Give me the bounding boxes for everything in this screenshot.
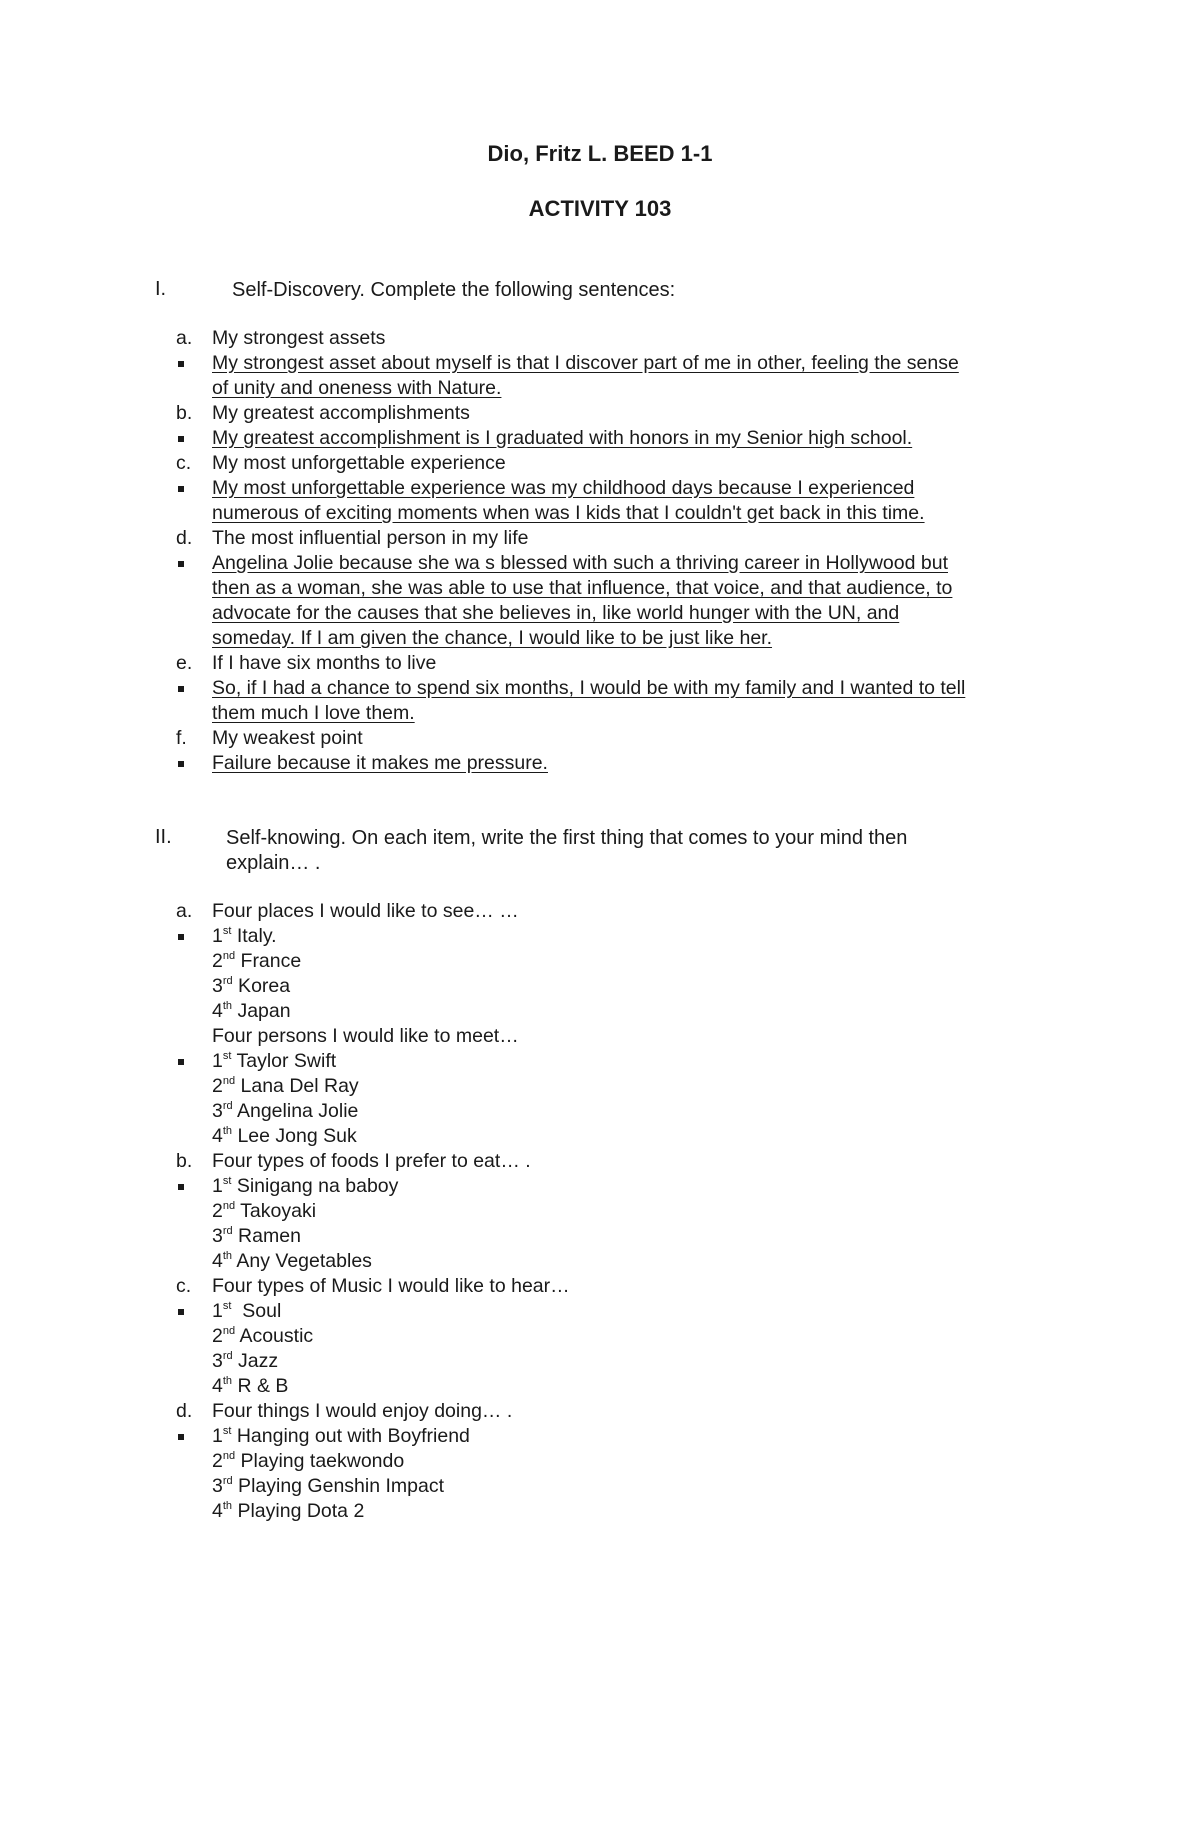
entry-text: Jazz [232, 1350, 279, 1372]
rank-number: 2 [212, 1075, 223, 1097]
entry-text: Takoyaki [235, 1200, 317, 1222]
rank-suffix: nd [222, 1325, 236, 1337]
item-prompt: My weakest point [212, 727, 363, 749]
group-prompt: Four types of Music I would like to hear… [212, 1275, 570, 1297]
entry-text: Korea [232, 975, 291, 997]
ranked-entry [212, 1500, 364, 1523]
rank-suffix: st [222, 1425, 232, 1437]
ranked-entry [212, 1250, 372, 1273]
ranked-entry [212, 1350, 278, 1373]
ranked-entry [212, 1475, 444, 1498]
rank-number: 4 [212, 1000, 223, 1022]
bullet-icon [178, 1059, 184, 1065]
group-prompt: Four types of foods I prefer to eat… . [212, 1150, 531, 1172]
bullet-icon [178, 1434, 184, 1440]
rank-number: 4 [212, 1375, 223, 1397]
ranked-entry [212, 1100, 358, 1123]
activity-title: ACTIVITY 103 [528, 196, 672, 221]
rank-suffix: st [222, 925, 232, 937]
item-prompt: The most influential person in my life [212, 527, 529, 549]
entry-text: Acoustic [235, 1325, 314, 1347]
ranked-entry [212, 1000, 291, 1023]
entry-text: Playing taekwondo [235, 1450, 405, 1472]
ranked-entry [212, 1300, 281, 1323]
item-prompt: My strongest assets [212, 327, 386, 349]
rank-number: 2 [212, 950, 223, 972]
rank-suffix: th [222, 1250, 233, 1262]
rank-suffix: nd [222, 1075, 236, 1087]
rank-suffix: th [222, 1500, 233, 1512]
section2-instruction-line: Self-knowing. On each item, write the first thing that comes to your mind then [226, 827, 908, 849]
entry-text: Angelina Jolie [232, 1100, 359, 1122]
entry-text: Ramen [232, 1225, 301, 1247]
bullet-icon [178, 361, 184, 367]
item-letter: d. [176, 527, 193, 549]
item-letter: f. [176, 727, 187, 749]
answer-line: Failure because it makes me pressure. [212, 752, 548, 774]
rank-number: 1 [212, 1175, 223, 1197]
answer-line: advocate for the causes that she believes in, like world hunger with the UN, and [212, 602, 900, 624]
rank-suffix: rd [222, 1350, 233, 1362]
rank-number: 3 [212, 1475, 223, 1497]
item-letter: c. [176, 1275, 192, 1297]
ranked-entry [212, 1225, 301, 1248]
bullet-icon [178, 1184, 184, 1190]
entry-text: Sinigang na baboy [231, 1175, 399, 1197]
answer-line: So, if I had a chance to spend six months, I would be with my family and I wanted to tell [212, 677, 966, 699]
rank-suffix: nd [222, 1450, 236, 1462]
ranked-entry [212, 1200, 316, 1223]
rank-number: 3 [212, 1100, 223, 1122]
section2-instruction [226, 826, 907, 876]
rank-number: 1 [212, 925, 223, 947]
answer-line: My strongest asset about myself is that I discover part of me in other, feeling the sense [212, 352, 959, 374]
group-prompt: Four persons I would like to meet… [212, 1025, 519, 1047]
answer-line: numerous of exciting moments when was I kids that I couldn't get back in this time. [212, 502, 925, 524]
entry-text: Taylor Swift [231, 1050, 337, 1072]
group-prompt: Four things I would enjoy doing… . [212, 1400, 513, 1422]
rank-suffix: st [222, 1175, 232, 1187]
item-letter: b. [176, 1150, 193, 1172]
answer-line: My most unforgettable experience was my childhood days because I experienced [212, 477, 915, 499]
item-prompt: If I have six months to live [212, 652, 437, 674]
entry-text: R & B [232, 1375, 289, 1397]
entry-text: Soul [231, 1300, 282, 1322]
rank-number: 1 [212, 1300, 223, 1322]
rank-number: 2 [212, 1450, 223, 1472]
answer-line: then as a woman, she was able to use that influence, that voice, and that audience, to [212, 577, 953, 599]
ranked-entry [212, 1325, 313, 1348]
rank-number: 4 [212, 1250, 223, 1272]
item-letter: e. [176, 652, 193, 674]
item-letter: b. [176, 402, 193, 424]
entry-text: Lee Jong Suk [232, 1125, 357, 1147]
ranked-entry [212, 975, 290, 998]
ranked-entry [212, 1075, 359, 1098]
answer-line: them much I love them. [212, 702, 415, 724]
rank-suffix: th [222, 1125, 233, 1137]
section1-instruction: Self-Discovery. Complete the following sentences: [232, 279, 676, 301]
item-letter: a. [176, 900, 193, 922]
rank-suffix: th [222, 1000, 233, 1012]
ranked-entry [212, 950, 301, 973]
student-name-heading: Dio, Fritz L. BEED 1-1 [487, 141, 713, 166]
ranked-entry [212, 1375, 288, 1398]
rank-number: 2 [212, 1200, 223, 1222]
rank-number: 4 [212, 1125, 223, 1147]
rank-suffix: rd [222, 1475, 233, 1487]
ranked-entry [212, 925, 277, 948]
rank-number: 3 [212, 1350, 223, 1372]
bullet-icon [178, 761, 184, 767]
group-prompt: Four places I would like to see… … [212, 900, 519, 922]
bullet-icon [178, 1309, 184, 1315]
bullet-icon [178, 561, 184, 567]
entry-text: France [235, 950, 302, 972]
section2-instruction-line: explain… . [226, 852, 321, 874]
entry-text: Japan [232, 1000, 291, 1022]
rank-suffix: rd [222, 1225, 233, 1237]
entry-text: Playing Genshin Impact [232, 1475, 444, 1497]
rank-number: 1 [212, 1050, 223, 1072]
section1-numeral: I. [155, 278, 167, 300]
entry-text: Playing Dota 2 [232, 1500, 365, 1522]
answer-line: My greatest accomplishment is I graduated with honors in my Senior high school. [212, 427, 913, 449]
item-prompt: My greatest accomplishments [212, 402, 470, 424]
rank-suffix: st [222, 1300, 232, 1312]
answer-line: of unity and oneness with Nature. [212, 377, 502, 399]
answer-line: Angelina Jolie because she wa s blessed with such a thriving career in Hollywood but [212, 552, 948, 574]
bullet-icon [178, 686, 184, 692]
entry-text: Lana Del Ray [235, 1075, 359, 1097]
bullet-icon [178, 436, 184, 442]
bullet-icon [178, 486, 184, 492]
rank-number: 3 [212, 975, 223, 997]
ranked-entry [212, 1050, 336, 1073]
ranked-entry [212, 1125, 357, 1148]
entry-text: Italy. [231, 925, 277, 947]
item-letter: d. [176, 1400, 193, 1422]
rank-number: 4 [212, 1500, 223, 1522]
ranked-entry [212, 1425, 470, 1448]
rank-suffix: nd [222, 950, 236, 962]
ranked-entry [212, 1175, 398, 1198]
item-letter: a. [176, 327, 193, 349]
rank-suffix: rd [222, 1100, 233, 1112]
item-letter: c. [176, 452, 192, 474]
entry-text: Hanging out with Boyfriend [231, 1425, 470, 1447]
rank-suffix: th [222, 1375, 233, 1387]
rank-number: 1 [212, 1425, 223, 1447]
rank-suffix: st [222, 1050, 232, 1062]
ranked-entry [212, 1450, 404, 1473]
entry-text: Any Vegetables [232, 1250, 372, 1272]
rank-number: 2 [212, 1325, 223, 1347]
bullet-icon [178, 934, 184, 940]
rank-suffix: rd [222, 975, 233, 987]
rank-number: 3 [212, 1225, 223, 1247]
rank-suffix: nd [222, 1200, 236, 1212]
item-prompt: My most unforgettable experience [212, 452, 506, 474]
answer-line: someday. If I am given the chance, I would like to be just like her. [212, 627, 773, 649]
section2-numeral: II. [155, 826, 172, 848]
